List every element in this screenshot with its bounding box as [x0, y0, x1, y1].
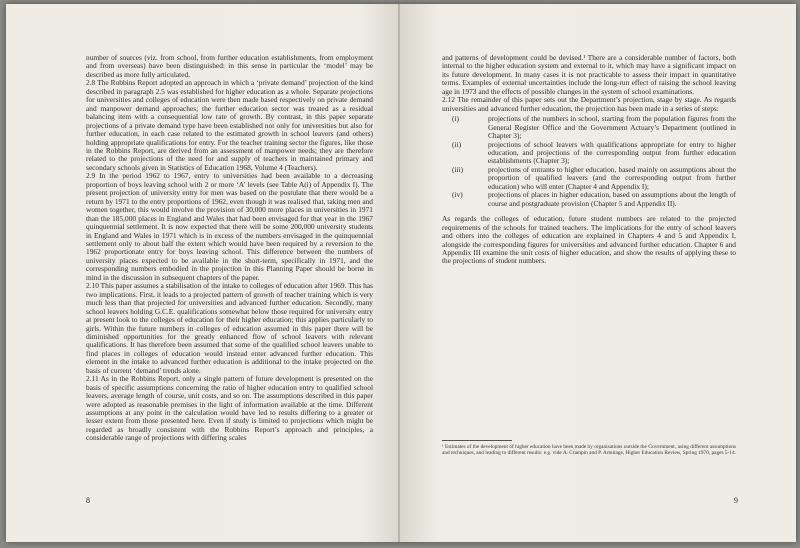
paragraph-2-11-continued: and patterns of development could be devised.¹ There are a considerable number of factors, both internal to the higher education system and external to it, which may have a significant impact on its future development. In many cases it is not practicable to assess their impact in quantitative terms. Examples of external uncertainties include the long-run effect of raising the school leaving age in 1973 and the effects of possible changes in the system of school examinations. — [442, 53, 736, 96]
left-text-column — [86, 54, 373, 443]
page-number-right: 9 — [734, 496, 738, 505]
list-item — [442, 115, 736, 140]
page-number-left: 8 — [86, 496, 90, 505]
step-number: (iv) — [452, 190, 463, 200]
step-text: projections of the numbers in school, starting from the population figures from the General Register Office and the Government Actuary’s Department (outlined in Chapter 3); — [488, 114, 736, 141]
paragraph-2-9: 2.9 In the period 1962 to 1967, entry to universities had been available to a decreasing proportion of boys leaving school with 2 or more ‘A’ levels (see Table A(i) of Appendix I). The present projection of university entry for men was based on the postulate that there would be a return by 1971 to the entry proportions of 1962, even though it was realised that, taking men and women together, this would involve the provision of 30,000 more places in universities in 1971 than the 185,000 places in England and Wales that had been envisaged for that year in the 1967 quinquennial settlement. It is now expected that there will be some 200,000 university students in England and Wales in 1971 which is in excess of the numbers envisaged in the quinquennial settlement only to about half the extent which would have been required by a reversion to the 1962 proportionate entry for boys leaving school. This difference between the numbers of university places expected to be available in the short-term, specifically in 1971, and the corresponding numbers embodied in the projection in this Planning Paper should be borne in mind in the discussion in subsequent chapters of the paper. — [86, 171, 373, 282]
step-text: projections of entrants to higher education, based mainly on assumptions about the proportion of qualified leavers (and the corresponding output from further education) who will enter (Chapter 4 and Appendix I); — [488, 164, 736, 191]
paragraph-colleges: As regards the colleges of education, future student numbers are related to the projected requirements of the schools for trained teachers. The implications for the entry of school leavers and others into the colleges of education are explained in Chapters 4 and 5 and Appendix I, alongside the corresponding figures for universities and advanced further education. Chapter 6 and Appendix III examine the unit costs of higher education, and show the results of applying these to the projections of student numbers. — [442, 214, 736, 266]
paragraph-2-7-continued: number of sources (viz. from school, from further education establishments, from employment and from overseas) have been distinguished: in this sense in particular the ‘model’ may be described as more fully articulated. — [86, 53, 373, 79]
step-number: (iii) — [452, 164, 464, 174]
paragraph-2-11: 2.11 As in the Robbins Report, only a single pattern of future development is presented on the basis of specific assumptions concerning the ratio of higher education entry to qualified school leavers, average length of course, unit costs, and so on. The assumptions described in this paper were adopted as reasonable premises in the light of information available at the time. Different assumptions at any point in the calculation would have led to results differing to a greater or lesser extent from those presented here. Even if study is limited to projections which might be regarded as broadly consistent with the Robbins Report’s approach and principles, a considerable range of projections with differing scales — [86, 374, 373, 443]
list-item — [442, 191, 736, 208]
list-item — [442, 141, 736, 166]
left-page — [6, 4, 400, 542]
right-text-column — [442, 54, 736, 266]
step-text: projections of school leavers with qualifications appropriate for entry to higher education, and projections of the corresponding output from further education establishments (Chapter 3); — [488, 139, 736, 166]
list-item — [442, 166, 736, 191]
step-text: projections of places in higher education, based on assumptions about the length of course and postgraduate provision (Chapter 5 and Appendix II). — [488, 190, 736, 208]
paragraph-2-8: 2.8 The Robbins Report adopted an approach in which a ‘private demand’ projection of the kind described in paragraph 2.5 was established for higher education as a whole. Separate projections for universities and colleges of education were then made based respectively on private demand and manpower demand approaches; the further education sector was treated as a residual balancing item with a consequential low rate of growth. By contrast, in this paper separate projections of a private demand type have been established not only for universities but also for further education, in each case related to the estimated growth in school leavers (and others) holding appropriate qualifications for entry. For the teacher training sector the figures, like those in the Robbins Report, are derived from an assessment of manpower needs; they are therefore related to the projections of the need for and supply of teachers in maintained primary and secondary schools given in Statistics of Education 1968, Volume 4 (Teachers). — [86, 78, 373, 172]
paragraph-2-10: 2.10 This paper assumes a stabilisation of the intake to colleges of education after 1969. This has two implications. First, it leads to a projected pattern of growth of teacher training which is very much less than that projected for universities and advanced further education. Secondly, many school leavers holding G.C.E. qualifications somewhat below those required for university entry at present look to the colleges of education for their higher education; this applies particularly to girls. Within the future numbers in colleges of education assumed in this paper there will be diminished opportunities for the greatly enhanced flow of school leavers with relevant qualifications. It has therefore been assumed that some of the qualified school leavers unable to find places in colleges of education would instead enter advanced further education. This element in the intake to advanced further education is additional to the intake projected on the basis of current ‘demand’ trends alone. — [86, 281, 373, 375]
footnote-rule — [442, 440, 512, 441]
step-number: (i) — [452, 114, 459, 124]
step-list — [442, 115, 736, 208]
right-page — [400, 4, 796, 542]
paragraph-2-12: 2.12 The remainder of this paper sets out the Department’s projection, stage by stage. As regards universities and advanced further education, the projection has been made in a series of steps: — [442, 95, 736, 113]
step-number: (ii) — [452, 139, 462, 149]
footnote: ¹ Estimates of the development of higher education have been made by organisations outside the Government, using different assumptions and techniques, and leading to different results: e.g. vide A. Crampin and P. Armitage, Higher Education Review, Spring 1970, pages 5-14. — [442, 444, 736, 457]
book-spread — [6, 4, 796, 542]
